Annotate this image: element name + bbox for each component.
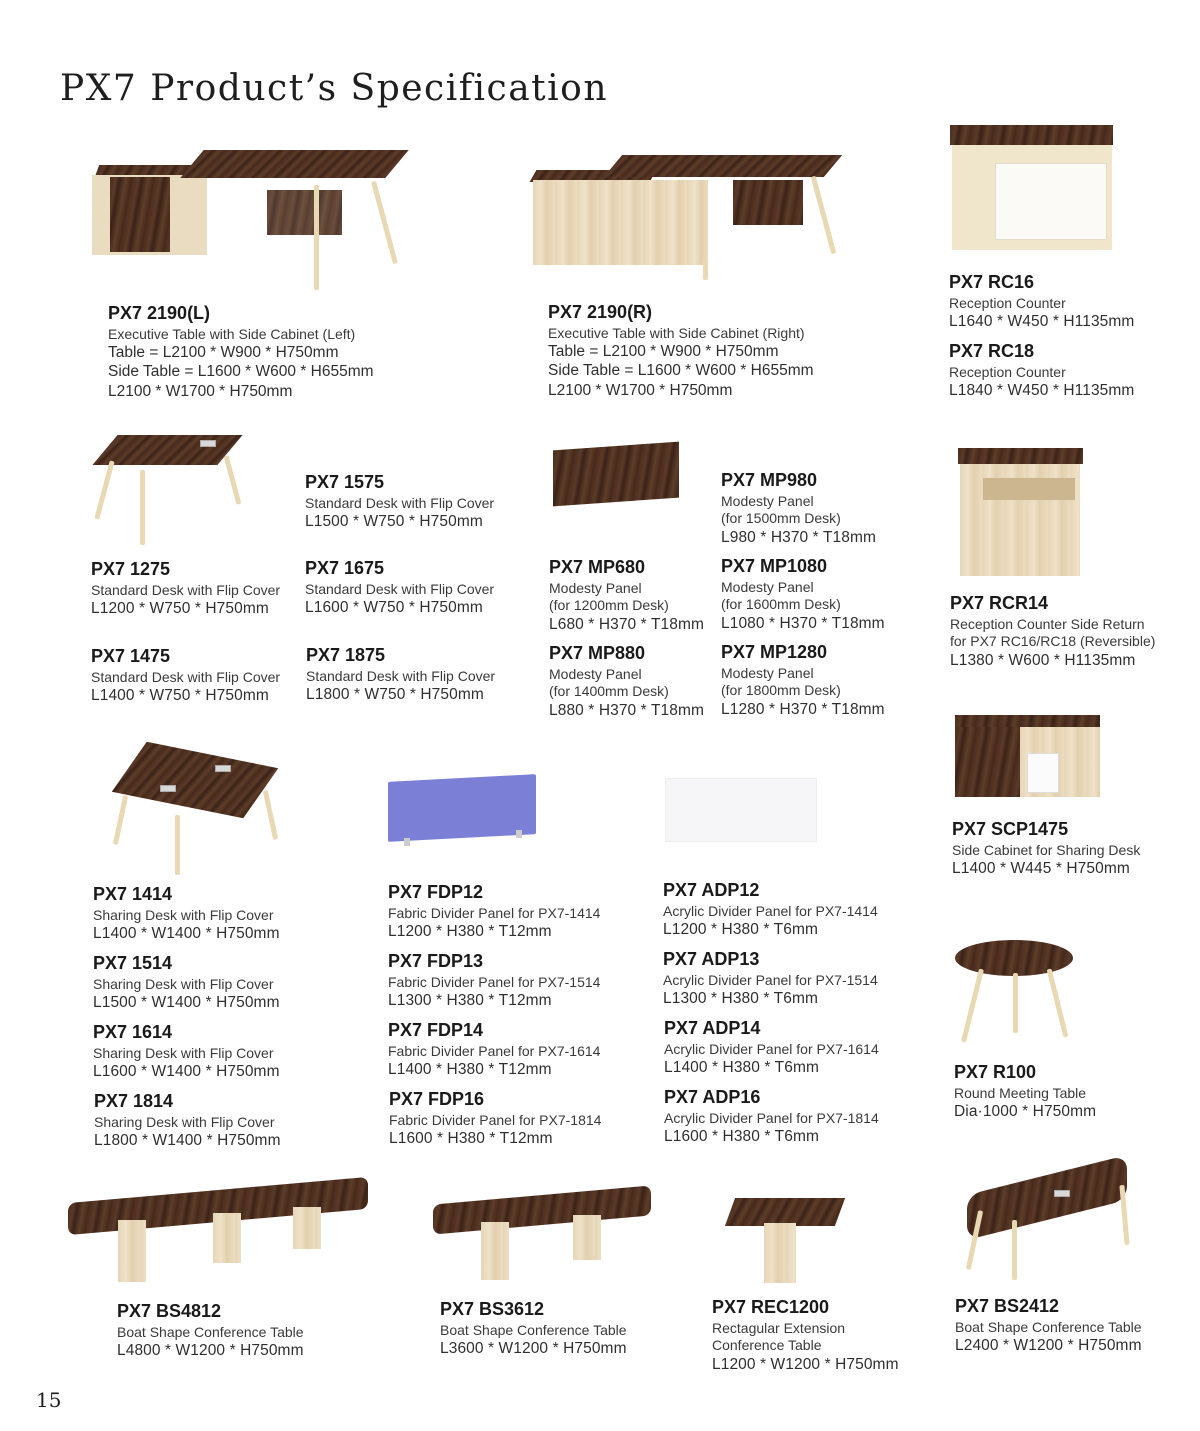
- product-description-2: Conference Table: [712, 1337, 822, 1353]
- product-dimension: L1280 * H370 * T18mm: [721, 700, 885, 718]
- spec-r100: [954, 1061, 1096, 1121]
- spec-adp12: [663, 879, 878, 939]
- product-description: Reception Counter Side Return: [950, 615, 1145, 632]
- product-code: PX7 SCP1475: [952, 819, 1069, 839]
- product-dimension: L3600 * W1200 * H750mm: [440, 1340, 627, 1357]
- spec-bs2412: [955, 1295, 1142, 1355]
- product-image-2190l: [92, 145, 402, 295]
- product-dimension: L1800 * W1400 * H750mm: [94, 1132, 281, 1149]
- product-dimension: L1600 * H380 * T6mm: [664, 1128, 819, 1145]
- product-image-rcr14: [958, 448, 1083, 578]
- product-code: PX7 BS2412: [955, 1296, 1060, 1316]
- product-description: Sharing Desk with Flip Cover: [93, 975, 274, 992]
- product-description: Executive Table with Side Cabinet (Right): [548, 324, 805, 341]
- spec-fdp14: [388, 1019, 600, 1079]
- product-note: (for 1800mm Desk): [721, 682, 841, 698]
- product-description: Boat Shape Conference Table: [955, 1318, 1142, 1335]
- spec-1675: [305, 557, 494, 617]
- product-dimension: Side Table = L1600 * W600 * H655mm: [548, 362, 814, 380]
- product-description: Reception Counter: [949, 294, 1066, 311]
- product-code: PX7 1875: [306, 645, 386, 665]
- product-description: Side Cabinet for Sharing Desk: [952, 841, 1141, 858]
- product-code: PX7 1814: [94, 1091, 174, 1111]
- product-description: Sharing Desk with Flip Cover: [93, 906, 274, 923]
- product-dimension: L1400 * W445 * H750mm: [952, 860, 1130, 877]
- spec-bs4812: [117, 1300, 304, 1360]
- product-dimension: L1600 * H380 * T12mm: [389, 1130, 553, 1147]
- product-note: (for 1600mm Desk): [721, 596, 841, 612]
- product-description: Executive Table with Side Cabinet (Left): [108, 325, 356, 342]
- product-dimension: L1600 * W750 * H750mm: [305, 599, 483, 616]
- product-dimension: L1200 * H380 * T6mm: [663, 921, 818, 938]
- product-image-rec1200: [722, 1198, 847, 1288]
- product-image-bs3612: [433, 1190, 653, 1290]
- product-code: PX7 1514: [93, 953, 173, 973]
- product-code: PX7 FDP12: [388, 882, 484, 902]
- product-code: PX7 1675: [305, 558, 385, 578]
- product-description: Sharing Desk with Flip Cover: [93, 1044, 274, 1061]
- product-code: PX7 BS3612: [440, 1299, 545, 1319]
- product-description: Boat Shape Conference Table: [117, 1323, 304, 1340]
- product-description: Fabric Divider Panel for PX7-1514: [388, 973, 601, 990]
- spec-1514: [93, 952, 280, 1012]
- product-dimension: Table = L2100 * W900 * H750mm: [548, 343, 779, 360]
- product-note: for PX7 RC16/RC18 (Reversible): [950, 633, 1156, 649]
- product-description: Modesty Panel: [721, 664, 814, 681]
- product-description: Standard Desk with Flip Cover: [305, 494, 495, 511]
- product-description: Acrylic Divider Panel for PX7-1814: [664, 1109, 879, 1126]
- product-code: PX7 FDP13: [388, 951, 484, 971]
- spec-mp1080: [721, 555, 885, 633]
- product-description: Fabric Divider Panel for PX7-1614: [388, 1042, 601, 1059]
- product-code: PX7 FDP16: [389, 1089, 485, 1109]
- page-number: 15: [36, 1388, 62, 1412]
- product-image-acrylic-divider: [665, 778, 817, 846]
- product-description: Modesty Panel: [549, 579, 642, 596]
- spec-1475: [91, 645, 280, 705]
- spec-2190r: [548, 301, 814, 400]
- product-description: Boat Shape Conference Table: [440, 1321, 627, 1338]
- product-description: Fabric Divider Panel for PX7-1414: [388, 904, 601, 921]
- product-dimension: Side Table = L1600 * W600 * H655mm: [108, 363, 374, 381]
- product-code: PX7 ADP14: [664, 1018, 761, 1038]
- product-image-fabric-divider: [388, 778, 538, 846]
- product-dimension: L1500 * W1400 * H750mm: [93, 994, 280, 1011]
- product-dimension: L980 * H370 * T18mm: [721, 528, 876, 546]
- product-dimension: L1080 * H370 * T18mm: [721, 614, 885, 632]
- spec-fdp12: [388, 881, 600, 941]
- product-dimension: Dia·1000 * H750mm: [954, 1103, 1097, 1120]
- product-description: Modesty Panel: [549, 665, 642, 682]
- product-dimension: L1300 * H380 * T12mm: [388, 992, 552, 1009]
- spec-adp16: [664, 1086, 879, 1146]
- product-description: Sharing Desk with Flip Cover: [94, 1113, 275, 1130]
- product-description: Reception Counter: [949, 363, 1066, 380]
- product-code: PX7 MP880: [549, 643, 646, 663]
- product-description: Rectagular Extension: [712, 1319, 846, 1336]
- product-note: (for 1500mm Desk): [721, 510, 841, 526]
- spec-adp13: [663, 948, 878, 1008]
- spec-bs3612: [440, 1298, 627, 1358]
- spec-1614: [93, 1021, 280, 1081]
- spec-1814: [94, 1090, 281, 1150]
- product-dimension: L880 * H370 * T18mm: [549, 701, 704, 719]
- product-code: PX7 RCR14: [950, 593, 1049, 613]
- product-dimension: L1840 * W450 * H1135mm: [949, 382, 1135, 399]
- product-code: PX7 BS4812: [117, 1301, 222, 1321]
- product-code: PX7 1414: [93, 884, 173, 904]
- product-dimension: L680 * H370 * T18mm: [549, 615, 704, 633]
- product-code: PX7 RC16: [949, 272, 1035, 292]
- product-dimension: L1640 * W450 * H1135mm: [949, 313, 1135, 330]
- product-code: PX7 RC18: [949, 341, 1035, 361]
- product-code: PX7 ADP12: [663, 880, 760, 900]
- product-image-r100: [955, 940, 1075, 1048]
- product-code: PX7 REC1200: [712, 1297, 830, 1317]
- spec-2190l: [108, 302, 374, 401]
- product-dimension: L1400 * W750 * H750mm: [91, 687, 269, 704]
- product-description: Standard Desk with Flip Cover: [305, 580, 495, 597]
- product-image-bs4812: [68, 1185, 373, 1290]
- product-dimension: L1200 * W1200 * H750mm: [712, 1355, 899, 1373]
- product-description: Standard Desk with Flip Cover: [91, 581, 281, 598]
- product-image-modesty-panel: [553, 442, 679, 507]
- product-image-sharing-desk: [100, 750, 290, 875]
- spec-adp14: [664, 1017, 879, 1077]
- product-description: Acrylic Divider Panel for PX7-1414: [663, 902, 878, 919]
- spec-mp1280: [721, 641, 885, 719]
- spec-rc18: [949, 340, 1134, 400]
- product-code: PX7 MP680: [549, 557, 646, 577]
- spec-rcr14: [950, 592, 1155, 670]
- spec-mp980: [721, 469, 876, 547]
- product-dimension: L1380 * W600 * H1135mm: [950, 651, 1136, 669]
- product-description: Modesty Panel: [721, 578, 814, 595]
- product-image-2190r: [533, 150, 853, 285]
- product-image-rc16: [950, 125, 1115, 255]
- product-dimension: L1500 * W750 * H750mm: [305, 513, 483, 530]
- product-code: PX7 1575: [305, 472, 385, 492]
- spec-mp680: [549, 556, 704, 634]
- product-code: PX7 FDP14: [388, 1020, 484, 1040]
- product-dimension: L1400 * H380 * T6mm: [664, 1059, 819, 1076]
- product-description: Round Meeting Table: [954, 1084, 1087, 1101]
- product-code: PX7 2190(L): [108, 303, 211, 323]
- product-code: PX7 MP1280: [721, 642, 828, 662]
- product-image-bs2412: [962, 1165, 1137, 1285]
- product-code: PX7 MP980: [721, 470, 818, 490]
- spec-rc16: [949, 271, 1134, 331]
- spec-mp880: [549, 642, 704, 720]
- product-code: PX7 R100: [954, 1062, 1037, 1082]
- spec-fdp13: [388, 950, 600, 1010]
- spec-rec1200: [712, 1296, 899, 1374]
- product-code: PX7 1614: [93, 1022, 173, 1042]
- product-dimension: L4800 * W1200 * H750mm: [117, 1342, 304, 1359]
- spec-1875: [306, 644, 495, 704]
- product-description: Standard Desk with Flip Cover: [91, 668, 281, 685]
- page-title: PX7 Product’s Specification: [60, 68, 609, 110]
- product-dimension: L1300 * H380 * T6mm: [663, 990, 818, 1007]
- product-image-standard-desk: [90, 435, 250, 545]
- spec-1275: [91, 558, 280, 618]
- product-dimension: L1200 * W750 * H750mm: [91, 600, 269, 617]
- product-note: (for 1200mm Desk): [549, 597, 669, 613]
- product-dimension: L1600 * W1400 * H750mm: [93, 1063, 280, 1080]
- product-note: (for 1400mm Desk): [549, 683, 669, 699]
- product-image-scp1475: [955, 715, 1100, 807]
- product-description: Fabric Divider Panel for PX7-1814: [389, 1111, 602, 1128]
- product-code: PX7 ADP13: [663, 949, 760, 969]
- product-dimension: L1400 * W1400 * H750mm: [93, 925, 280, 942]
- product-code: PX7 1475: [91, 646, 171, 666]
- product-dimension: Table = L2100 * W900 * H750mm: [108, 344, 339, 361]
- spec-scp1475: [952, 818, 1140, 878]
- product-dimension: L1400 * H380 * T12mm: [388, 1061, 552, 1078]
- product-dimension: L1800 * W750 * H750mm: [306, 686, 484, 703]
- product-code: PX7 1275: [91, 559, 171, 579]
- product-dimension: L2400 * W1200 * H750mm: [955, 1337, 1142, 1354]
- product-dimension: L2100 * W1700 * H750mm: [548, 381, 733, 399]
- product-description: Acrylic Divider Panel for PX7-1514: [663, 971, 878, 988]
- product-dimension: L1200 * H380 * T12mm: [388, 923, 552, 940]
- spec-fdp16: [389, 1088, 601, 1148]
- product-description: Modesty Panel: [721, 492, 814, 509]
- product-code: PX7 ADP16: [664, 1087, 761, 1107]
- product-dimension: L2100 * W1700 * H750mm: [108, 382, 293, 400]
- spec-1414: [93, 883, 280, 943]
- product-code: PX7 2190(R): [548, 302, 653, 322]
- spec-1575: [305, 471, 494, 531]
- product-code: PX7 MP1080: [721, 556, 828, 576]
- product-description: Standard Desk with Flip Cover: [306, 667, 496, 684]
- product-description: Acrylic Divider Panel for PX7-1614: [664, 1040, 879, 1057]
